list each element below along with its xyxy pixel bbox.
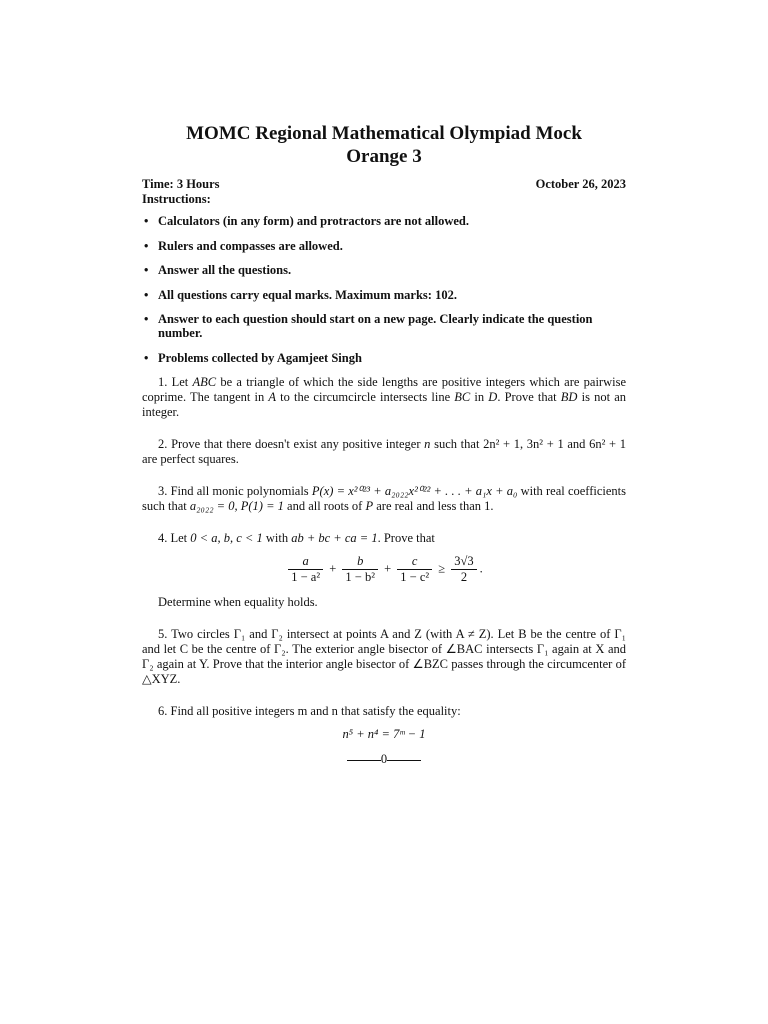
problem-3: 3. Find all monic polynomials P(x) = x²⁰²³ + a₂₀₂₂x²⁰²² + . . . + a₁x + a₀ with real coefficients such that a₂₀₂₂ = 0, P(1) = 1 and all roots of P are real and less than 1. [142, 484, 627, 513]
bullet-icon: • [144, 312, 149, 326]
bullet-icon: • [144, 263, 149, 277]
inequality-display: $\frac{a}{\text{1 − a²}}$ + $\frac{b}{\text{1 − b²}}$ + $\frac{c}{\text{1 − c²}}$ ≥ $\frac{3√3}{2}$ . [142, 554, 626, 585]
title-line-1: MOMC Regional Mathematical Olympiad Mock [186, 123, 582, 144]
problem-6: 6. Find all positive integers m and n that satisfy the equality: [158, 704, 461, 718]
exam-date: October 26, 2023 [535, 177, 626, 191]
bullet-icon: • [144, 238, 149, 253]
problem-5: 5. Two circles Γ₁ and Γ₂ intersect at points A and Z (with A ≠ Z). Let B be the centre of Γ₁ and let C be the centre of Γ₂. The exterior angle bisector of ∠BAC intersects Γ₁ again at X and Γ₂ again at Y. Prove that the interior angle bisector of ∠BZC passes through the circumcenter of △XYZ. [142, 627, 626, 686]
problems-section [142, 375, 626, 767]
exam-time: Time: 3 Hours [142, 177, 220, 191]
instruction-item: • Answer to each question should start on a new page. Clearly indicate the question number. [144, 312, 593, 340]
instruction-item: • Calculators (in any form) and protractors are not allowed. [144, 214, 469, 228]
instruction-item: • All questions carry equal marks. Maximum marks: 102. [144, 287, 457, 302]
problem-4-note: Determine when equality holds. [158, 595, 318, 609]
end-mark: 0 [142, 752, 626, 767]
problem-2: 2. Prove that there doesn't exist any positive integer n such that 2n² + 1, 3n² + 1 and 6n² + 1 are perfect squares. [142, 437, 627, 466]
instruction-item: • Rulers and compasses are allowed. [144, 238, 343, 253]
bullet-icon: • [144, 287, 149, 302]
bullet-icon: • [144, 350, 149, 365]
problem-6-equation: n⁵ + n⁴ = 7ᵐ − 1 [342, 727, 426, 741]
bullet-icon: • [144, 214, 149, 228]
problem-4: 4. Let 0 < a, b, c < 1 with ab + bc + ca = 1. Prove that [158, 531, 435, 545]
instruction-item: • Answer all the questions. [144, 263, 292, 277]
exam-meta [142, 177, 626, 207]
problem-1: 1. Let ABC be a triangle of which the side lengths are positive integers which are pairwise coprime. The tangent in A to the circumcircle intersects line BC in D. Prove that BD is not an integer. [142, 375, 627, 419]
title-line-2: Orange 3 [346, 146, 422, 167]
instructions-list [142, 214, 626, 375]
document-title [0, 122, 768, 168]
instructions-label: Instructions: [142, 192, 211, 206]
instruction-item: • Problems collected by Agamjeet Singh [144, 350, 362, 365]
